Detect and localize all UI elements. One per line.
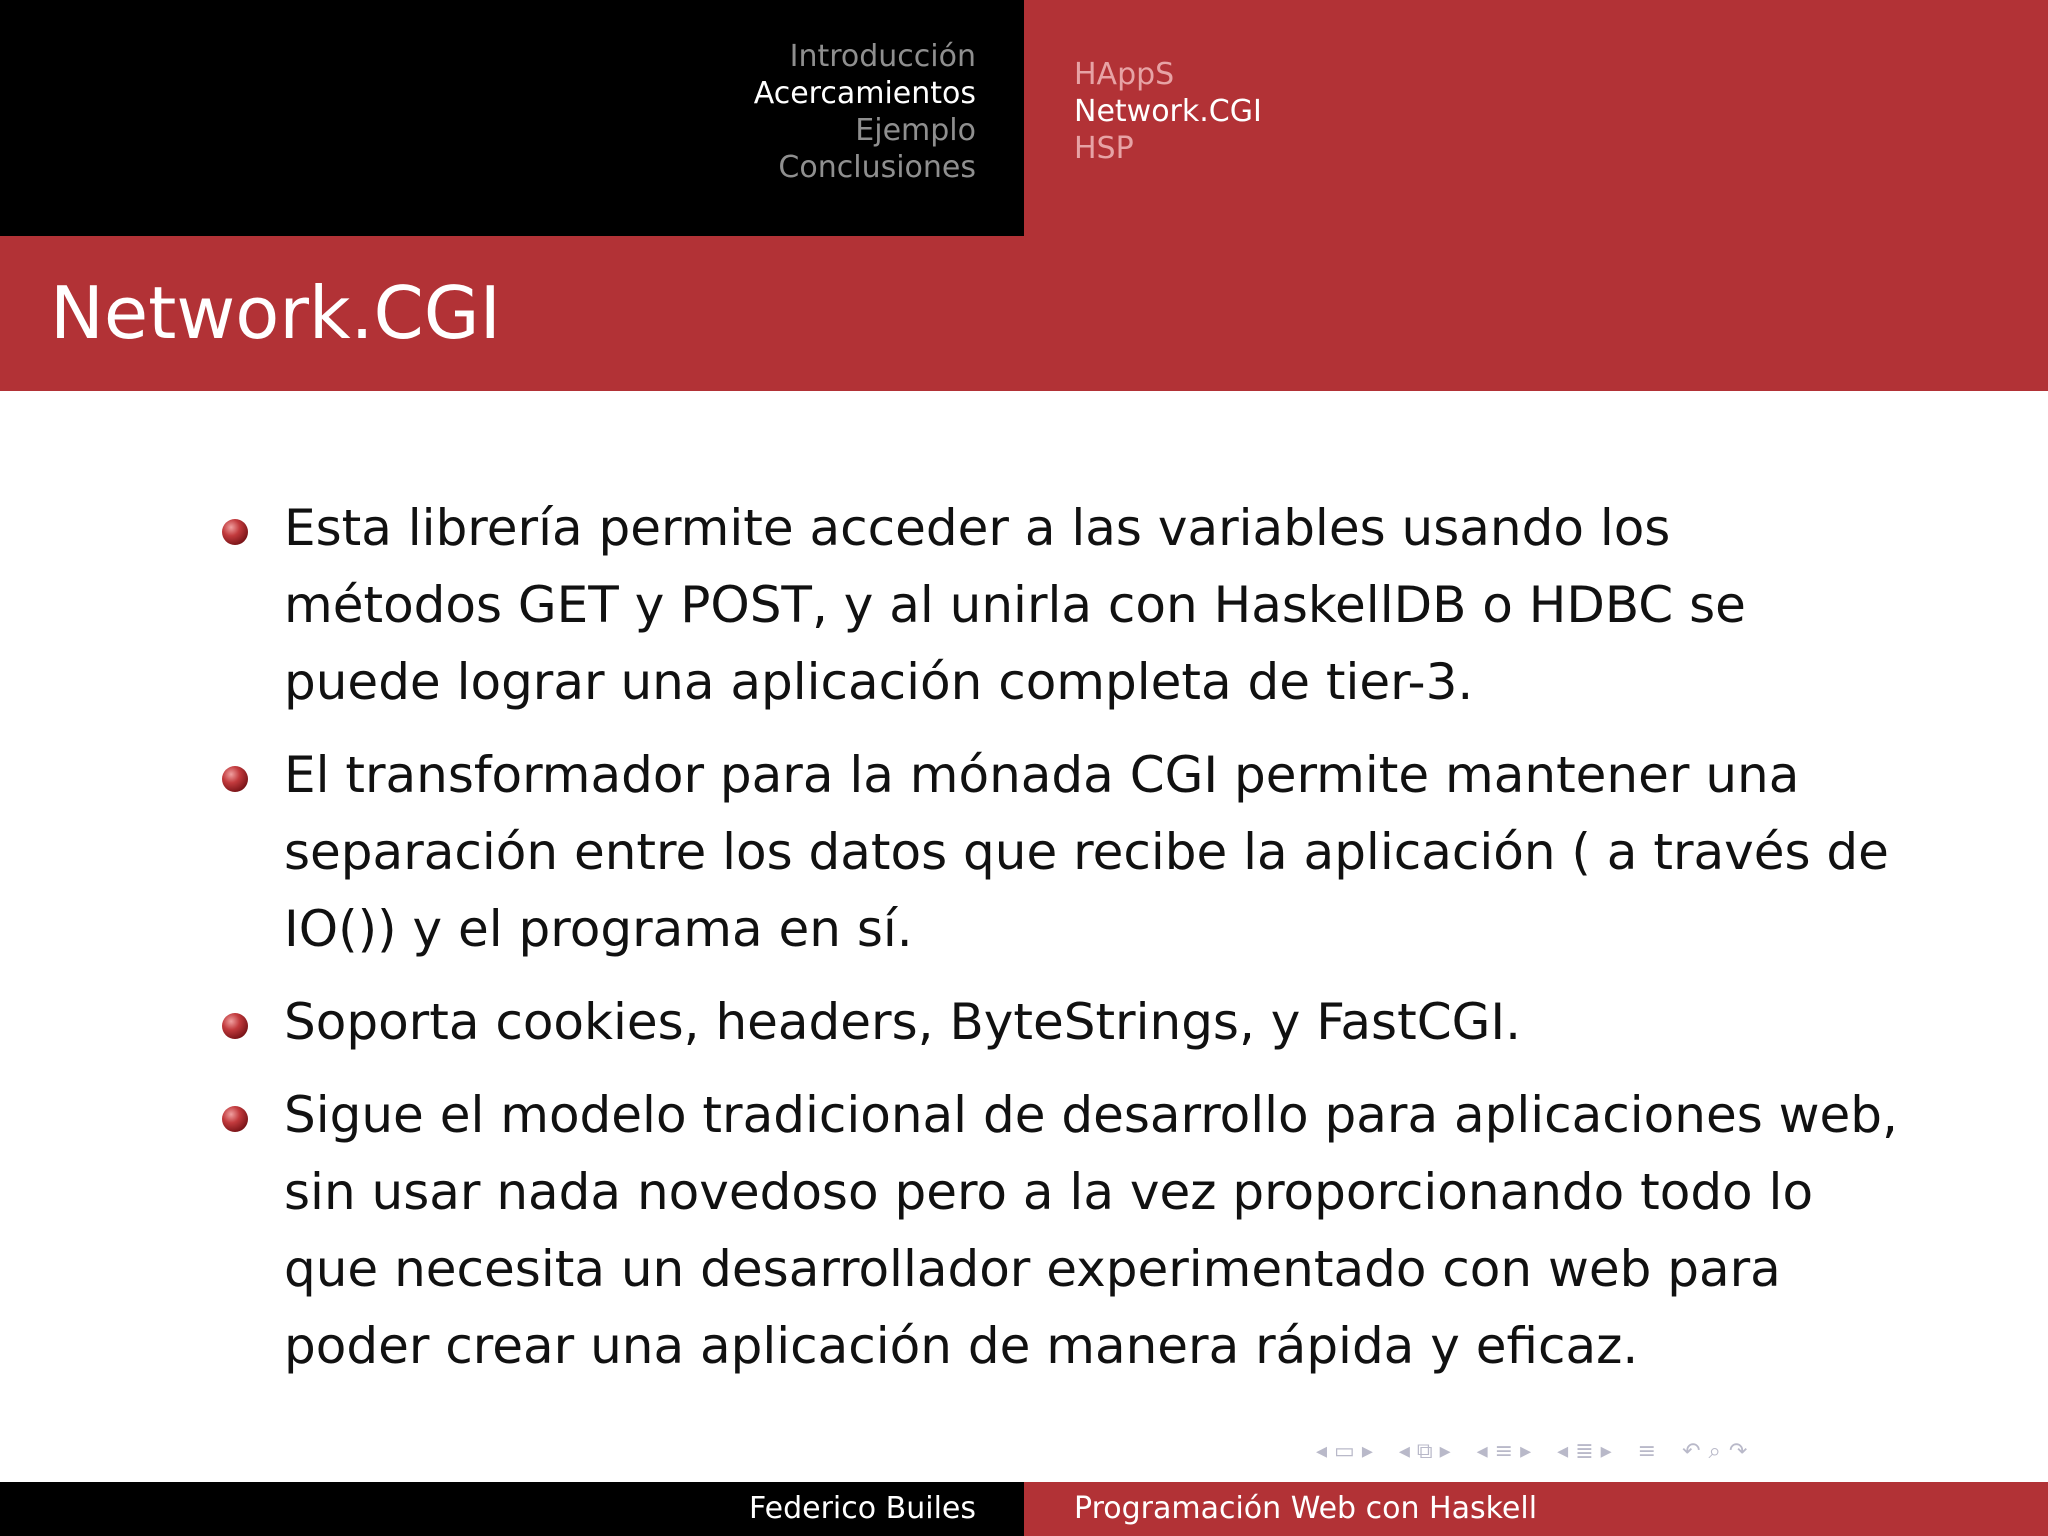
subsection-nav-icon[interactable]: ◂ ≡ ▸ <box>1476 1438 1532 1464</box>
nav-subsection-network-cgi[interactable]: Network.CGI <box>1074 94 1262 129</box>
footer-author-box <box>0 1482 1024 1536</box>
frame-title: Network.CGI <box>50 271 501 355</box>
nav-subsection-hsp[interactable]: HSP <box>1074 131 1134 166</box>
beamer-header <box>0 0 2048 236</box>
bullet-text: El transformador para la mónada CGI permite mantener una separación entre los datos que recibe la aplicación ( a través de IO()) y el programa en sí. <box>284 746 1889 958</box>
nav-section-conclusiones[interactable]: Conclusiones <box>778 150 976 185</box>
bullet-text: Esta librería permite acceder a las variables usando los métodos GET y POST, y al unirla con HaskellDB o HDBC se puede lograr una aplicación completa de tier-3. <box>284 499 1746 711</box>
search-icon[interactable]: ⌕ <box>1708 1438 1721 1464</box>
back-icon[interactable]: ↶ <box>1682 1438 1701 1464</box>
nav-section-ejemplo[interactable]: Ejemplo <box>855 113 976 148</box>
bullet-item <box>220 737 1900 968</box>
slide-nav-icon[interactable]: ◂ ▭ ▸ <box>1316 1438 1373 1464</box>
bullet-item <box>220 490 1900 721</box>
bullet-ball-icon <box>222 519 248 545</box>
nav-section-introduccion[interactable]: Introducción <box>789 39 976 74</box>
footer-talk-title: Programación Web con Haskell <box>1074 1491 1538 1526</box>
beamer-navigation-symbols <box>1316 1434 2036 1468</box>
slide-content <box>220 490 1900 1401</box>
forward-icon[interactable]: ↷ <box>1728 1438 1748 1464</box>
nav-subsection-happs[interactable]: HAppS <box>1074 57 1175 92</box>
bullet-item <box>220 984 1900 1061</box>
bullet-text: Soporta cookies, headers, ByteStrings, y FastCGI. <box>284 993 1522 1051</box>
section-navigation <box>0 0 1024 236</box>
bullet-ball-icon <box>222 1106 248 1132</box>
footer-title-box <box>1024 1482 2048 1536</box>
document-nav-icon[interactable]: ≡ <box>1637 1438 1657 1464</box>
bullet-list <box>220 490 1900 1385</box>
bullet-ball-icon <box>222 1013 248 1039</box>
subsection-navigation <box>1024 0 2048 236</box>
bullet-text: Sigue el modelo tradicional de desarrollo para aplicaciones web, sin usar nada novedoso pero a la vez proporcionando todo lo que necesita un desarrollador experimentado con web para poder crear una aplicación de manera rápida y eficaz. <box>284 1086 1898 1375</box>
bullet-item <box>220 1077 1900 1385</box>
frame-title-bar <box>0 236 2048 391</box>
beamer-footer <box>0 1482 2048 1536</box>
nav-section-acercamientos[interactable]: Acercamientos <box>753 76 976 111</box>
bullet-ball-icon <box>222 766 248 792</box>
section-nav-icon[interactable]: ◂ ≣ ▸ <box>1557 1438 1612 1464</box>
frame-nav-icon[interactable]: ◂ ⧉ ▸ <box>1398 1438 1451 1464</box>
footer-author: Federico Builes <box>749 1491 976 1526</box>
